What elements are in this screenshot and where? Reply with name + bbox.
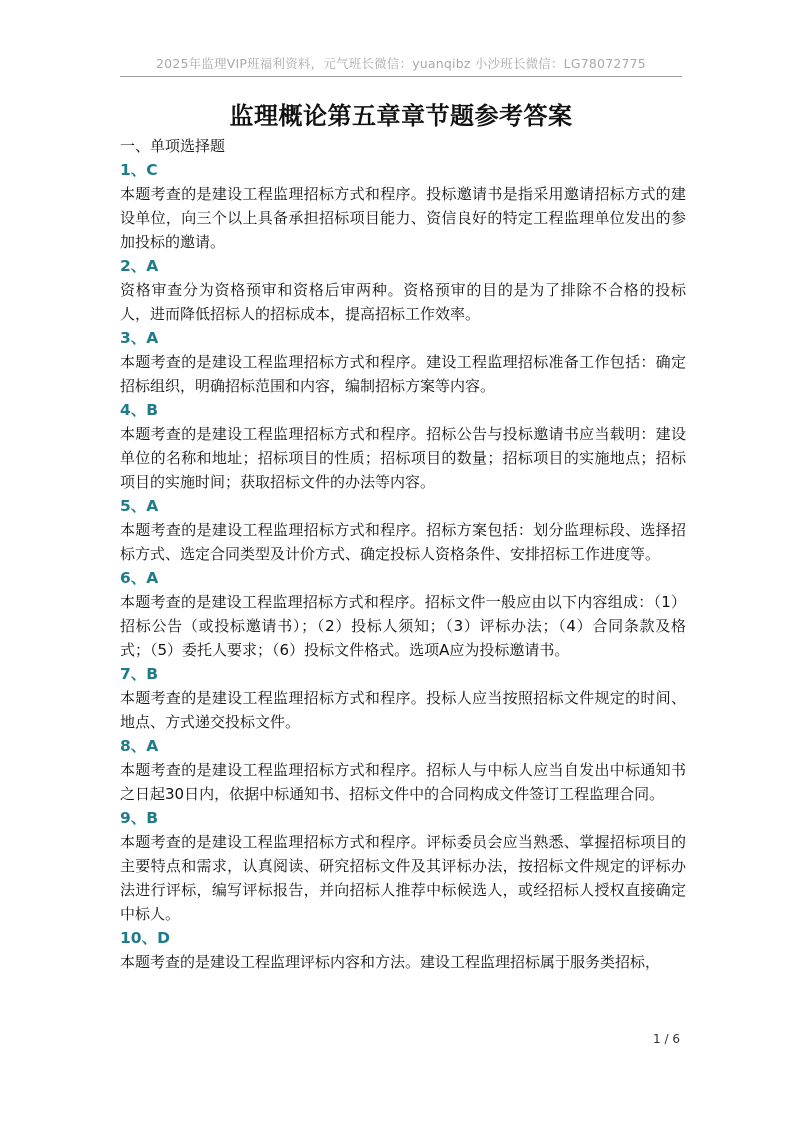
answer-explanation: 本题考查的是建设工程监理招标方式和程序。评标委员会应当熟悉、掌握招标项目的主要特点和需求，认真阅读、研究招标文件及其评标办法，按招标文件规定的评标办法进行评标，编写评标报告，并向招标人推荐中标候选人，或经招标人授权直接确定中标人。	[120, 833, 686, 923]
answer-number: 9、B	[120, 809, 159, 827]
answer-number: 1、C	[120, 161, 158, 179]
answer-explanation: 本题考查的是建设工程监理评标内容和方法。建设工程监理招标属于服务类招标，	[120, 953, 661, 971]
answer-explanation: 资格审查分为资格预审和资格后审两种。资格预审的目的是为了排除不合格的投标人，进而降低招标人的招标成本，提高招标工作效率。	[120, 281, 686, 323]
header-divider	[120, 76, 682, 77]
answer-number: 3、A	[120, 329, 159, 347]
answer-number: 4、B	[120, 401, 159, 419]
answer-explanation: 本题考查的是建设工程监理招标方式和程序。招标人与中标人应当自发出中标通知书之日起30日内，依据中标通知书、招标文件中的合同构成文件签订工程监理合同。	[120, 761, 686, 803]
page-number: 1 / 6	[653, 1032, 680, 1046]
answer-explanation: 本题考查的是建设工程监理招标方式和程序。建设工程监理招标准备工作包括：确定招标组织，明确招标范围和内容，编制招标方案等内容。	[120, 353, 686, 395]
answer-number: 8、A	[120, 737, 159, 755]
answer-explanation: 本题考查的是建设工程监理招标方式和程序。招标文件一般应由以下内容组成：（1）招标公告（或投标邀请书）；（2）投标人须知；（3）评标办法；（4）合同条款及格式；（5）委托人要求；（6）投标文件格式。选项A应为投标邀请书。	[120, 593, 686, 659]
answer-explanation: 本题考查的是建设工程监理招标方式和程序。投标人应当按照招标文件规定的时间、地点、方式递交投标文件。	[120, 689, 686, 731]
answer-number: 6、A	[120, 569, 159, 587]
document-title: 监理概论第五章章节题参考答案	[229, 102, 573, 130]
answer-number: 10、D	[120, 929, 170, 947]
answer-explanation: 本题考查的是建设工程监理招标方式和程序。招标公告与投标邀请书应当载明：建设单位的名称和地址；招标项目的性质；招标项目的数量；招标项目的实施地点；招标项目的实施时间；获取招标文件的办法等内容。	[120, 425, 686, 491]
section-heading: 一、单项选择题	[120, 137, 226, 155]
page-header: 2025年监理VIP班福利资料，元气班长微信：yuanqibz 小沙班长微信：LG78072775	[156, 56, 646, 71]
answer-number: 7、B	[120, 665, 159, 683]
answer-number: 5、A	[120, 497, 159, 515]
answer-list	[120, 134, 686, 974]
answer-number: 2、A	[120, 257, 159, 275]
answer-explanation: 本题考查的是建设工程监理招标方式和程序。投标邀请书是指采用邀请招标方式的建设单位，向三个以上具备承担招标项目能力、资信良好的特定工程监理单位发出的参加投标的邀请。	[120, 185, 686, 251]
answer-explanation: 本题考查的是建设工程监理招标方式和程序。招标方案包括：划分监理标段、选择招标方式、选定合同类型及计价方式、确定投标人资格条件、安排招标工作进度等。	[120, 521, 686, 563]
